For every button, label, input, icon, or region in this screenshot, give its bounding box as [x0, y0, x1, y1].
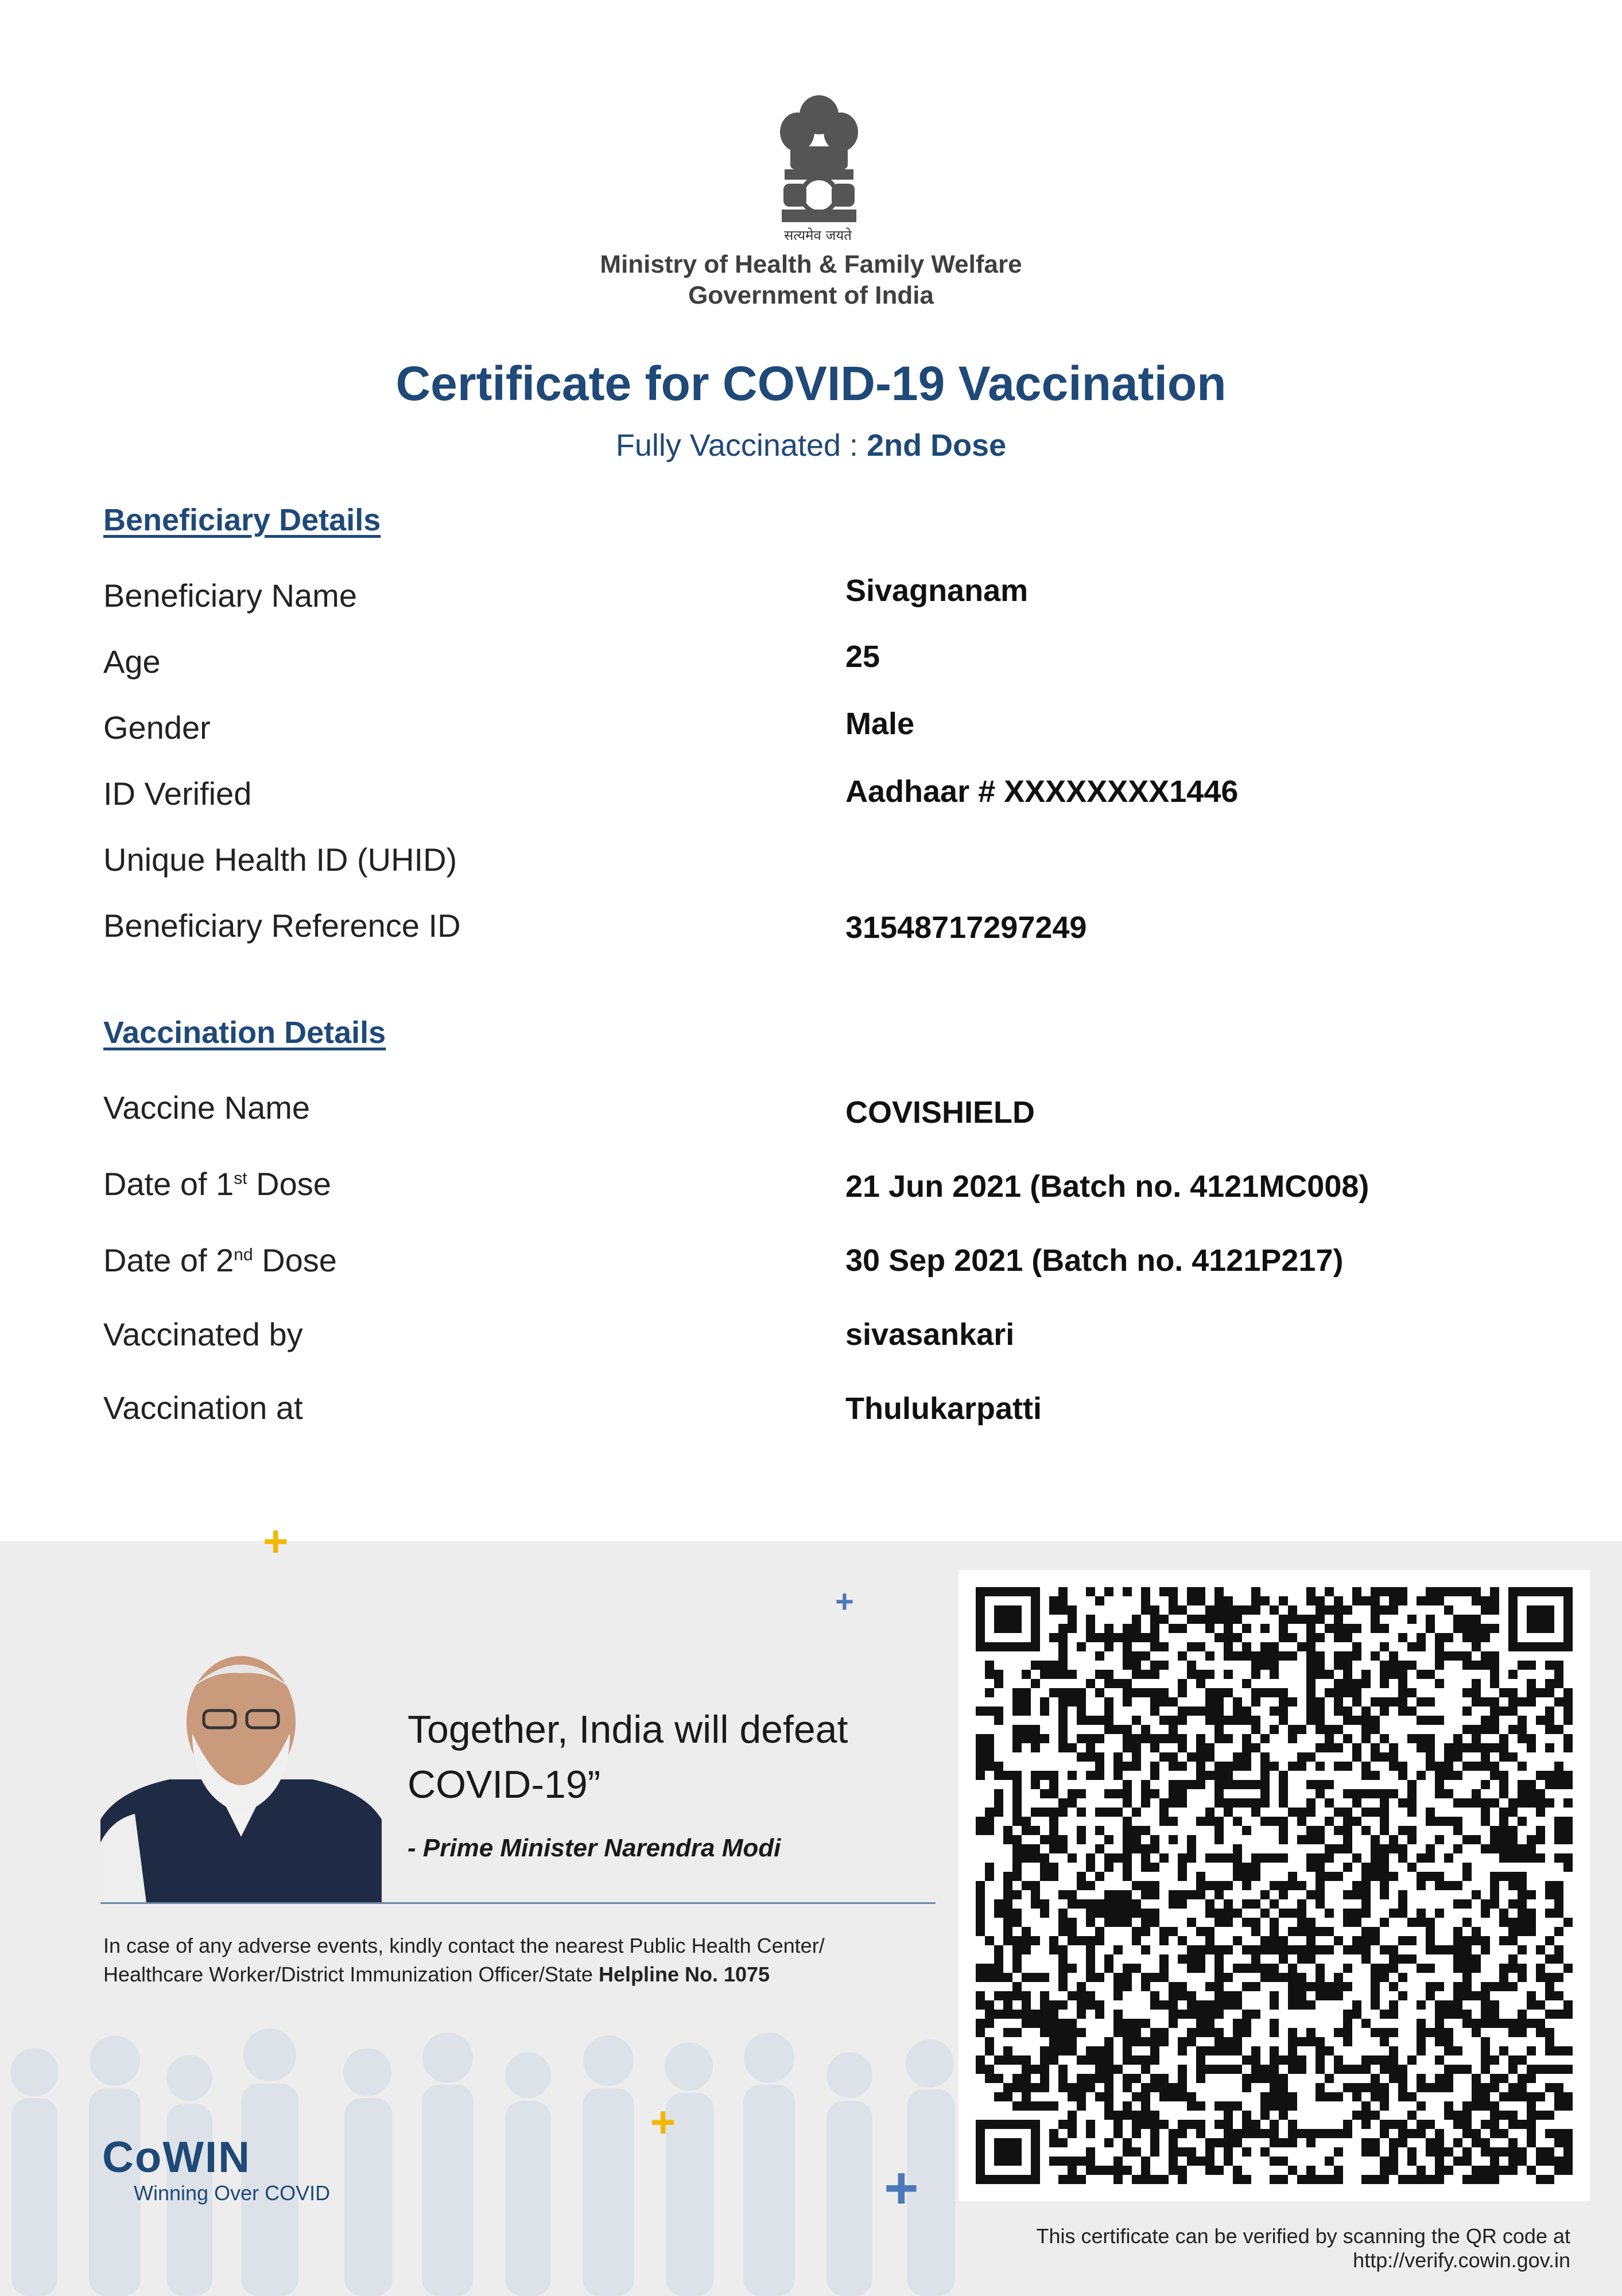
id-verified-label: ID Verified: [103, 775, 252, 812]
ministry-name: [524, 249, 1098, 311]
vaccinated-at-label: Vaccination at: [103, 1390, 303, 1426]
vaccination-section-title: Vaccination Details: [103, 1015, 386, 1050]
vaccinated-by-value: sivasankari: [845, 1317, 1015, 1352]
dose2-label: [103, 1242, 337, 1279]
dose1-label: [103, 1165, 331, 1203]
adverse-line: In case of any adverse events, kindly contact the nearest Public Health Center/: [103, 1934, 825, 1957]
quote-line: Together, India will defeat: [408, 1708, 848, 1751]
reference-id-value: 31548717297249: [845, 910, 1087, 945]
emblem-motto: सत्यमेव जयते: [784, 227, 852, 243]
age-value: 25: [845, 639, 880, 674]
vaccine-name-value: COVISHIELD: [845, 1095, 1035, 1130]
beneficiary-section-title: Beneficiary Details: [103, 503, 381, 537]
adverse-line: Healthcare Worker/District Immunization Officer/State: [103, 1963, 599, 1986]
qr-modules: [976, 1587, 1573, 2184]
id-verified-value: Aadhaar # XXXXXXXX1446: [845, 774, 1239, 809]
dose1-label-text: Date of 1: [103, 1166, 234, 1202]
dose1-value: 21 Jun 2021 (Batch no. 4121MC008): [845, 1169, 1369, 1204]
plus-icon: +: [835, 1583, 854, 1619]
certificate-title: Certificate for COVID-19 Vaccination: [395, 356, 1227, 410]
vaccination-status: [237, 428, 1385, 463]
divider: [100, 1902, 936, 1904]
vaccinated-at-value: Thulukarpatti: [845, 1391, 1042, 1426]
prime-minister-photo: [100, 1647, 382, 1903]
vaccinated-by-label: Vaccinated by: [103, 1316, 303, 1352]
dose2-label-sup: nd: [234, 1245, 253, 1265]
vaccine-name-label: Vaccine Name: [103, 1089, 311, 1126]
plus-icon: +: [650, 2098, 676, 2147]
dose1-label-sup: st: [234, 1169, 247, 1188]
government-line: Government of India: [688, 281, 934, 309]
qr-code: [976, 1587, 1573, 2184]
quote-attribution: - Prime Minister Narendra Modi: [408, 1834, 781, 1862]
verify-line: This certificate can be verified by scanning the QR code at: [1036, 2224, 1570, 2248]
quote-line: COVID-19”: [408, 1763, 601, 1806]
national-emblem-icon: [767, 92, 871, 241]
beneficiary-name-value: Sivagnanam: [845, 573, 1029, 608]
status-value: 2nd Dose: [867, 428, 1007, 463]
pm-quote: [408, 1702, 924, 1812]
dose2-label-text: Date of 2: [103, 1242, 234, 1278]
age-label: Age: [103, 643, 161, 680]
dose1-label-suffix: Dose: [247, 1166, 331, 1202]
gender-label: Gender: [103, 709, 211, 746]
gender-value: Male: [845, 707, 915, 741]
dose2-label-suffix: Dose: [253, 1242, 337, 1278]
plus-icon: +: [884, 2155, 919, 2221]
verify-url: http://verify.cowin.gov.in: [1353, 2248, 1570, 2272]
verification-note: [861, 2224, 1570, 2272]
helpline-number: Helpline No. 1075: [598, 1963, 770, 1986]
status-label: Fully Vaccinated :: [615, 428, 867, 463]
cowin-tagline: Winning Over COVID: [134, 2181, 331, 2205]
cowin-logo: CoWIN: [102, 2133, 251, 2182]
adverse-events-notice: [103, 1932, 936, 1989]
qr-code-panel: [959, 1570, 1590, 2201]
uhid-label: Unique Health ID (UHID): [103, 841, 457, 878]
reference-id-label: Beneficiary Reference ID: [103, 907, 461, 944]
beneficiary-name-label: Beneficiary Name: [103, 577, 357, 614]
plus-icon: +: [263, 1517, 289, 1566]
dose2-value: 30 Sep 2021 (Batch no. 4121P217): [845, 1243, 1344, 1278]
ministry-line: Ministry of Health & Family Welfare: [600, 250, 1022, 278]
